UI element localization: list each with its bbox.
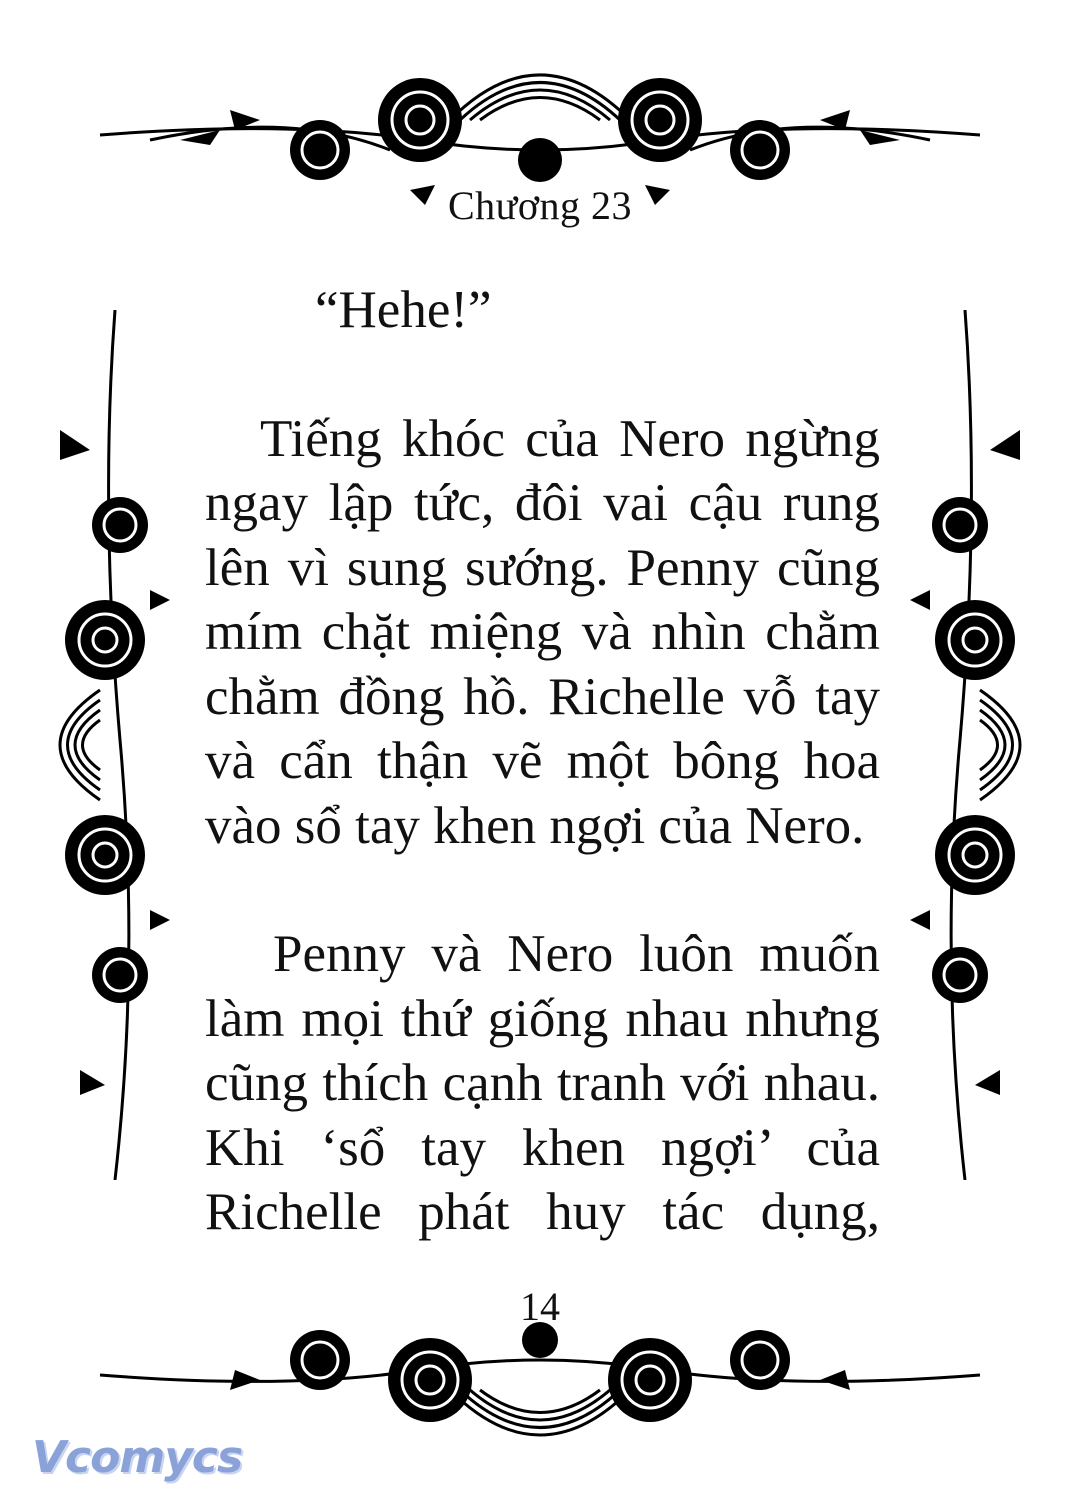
paragraph-3 <box>205 922 880 1245</box>
page-number: 14 <box>520 1284 560 1329</box>
text-line: mím chặt miệng và nhìn chằm <box>205 603 880 661</box>
text-line: ngay lập tức, đôi vai cậu rung <box>205 474 880 532</box>
text-line: Tiếng khóc của Nero ngừng <box>260 409 880 468</box>
text-line: “Hehe!” <box>315 281 492 339</box>
left-rose-ornament <box>20 310 180 1180</box>
text-line: lên vì sung sướng. Penny cũng <box>205 538 880 597</box>
paragraph-1 <box>205 278 880 343</box>
right-rose-ornament <box>900 310 1060 1180</box>
body-text <box>205 278 880 1245</box>
text-line: Khi ‘sổ tay khen ngợi’ của <box>205 1118 880 1177</box>
text-line: và cẩn thận vẽ một bông hoa <box>205 732 880 790</box>
paragraph-2 <box>205 407 880 859</box>
text-line: chằm đồng hồ. Richelle vỗ tay <box>205 667 880 726</box>
text-line: vào sổ tay khen ngợi của Nero. <box>205 796 865 855</box>
text-line: làm mọi thứ giống nhau nhưng <box>205 989 880 1048</box>
text-line: Penny và Nero luôn muốn <box>273 925 880 983</box>
watermark-logo: Vcomycs <box>32 1432 243 1483</box>
chapter-title: Chương 23 <box>447 183 632 228</box>
text-line: cũng thích cạnh tranh với nhau. <box>205 1054 880 1112</box>
text-line: Richelle phát huy tác dụng, <box>205 1183 880 1241</box>
paragraph-gap <box>205 858 880 922</box>
paragraph-gap <box>205 343 880 407</box>
